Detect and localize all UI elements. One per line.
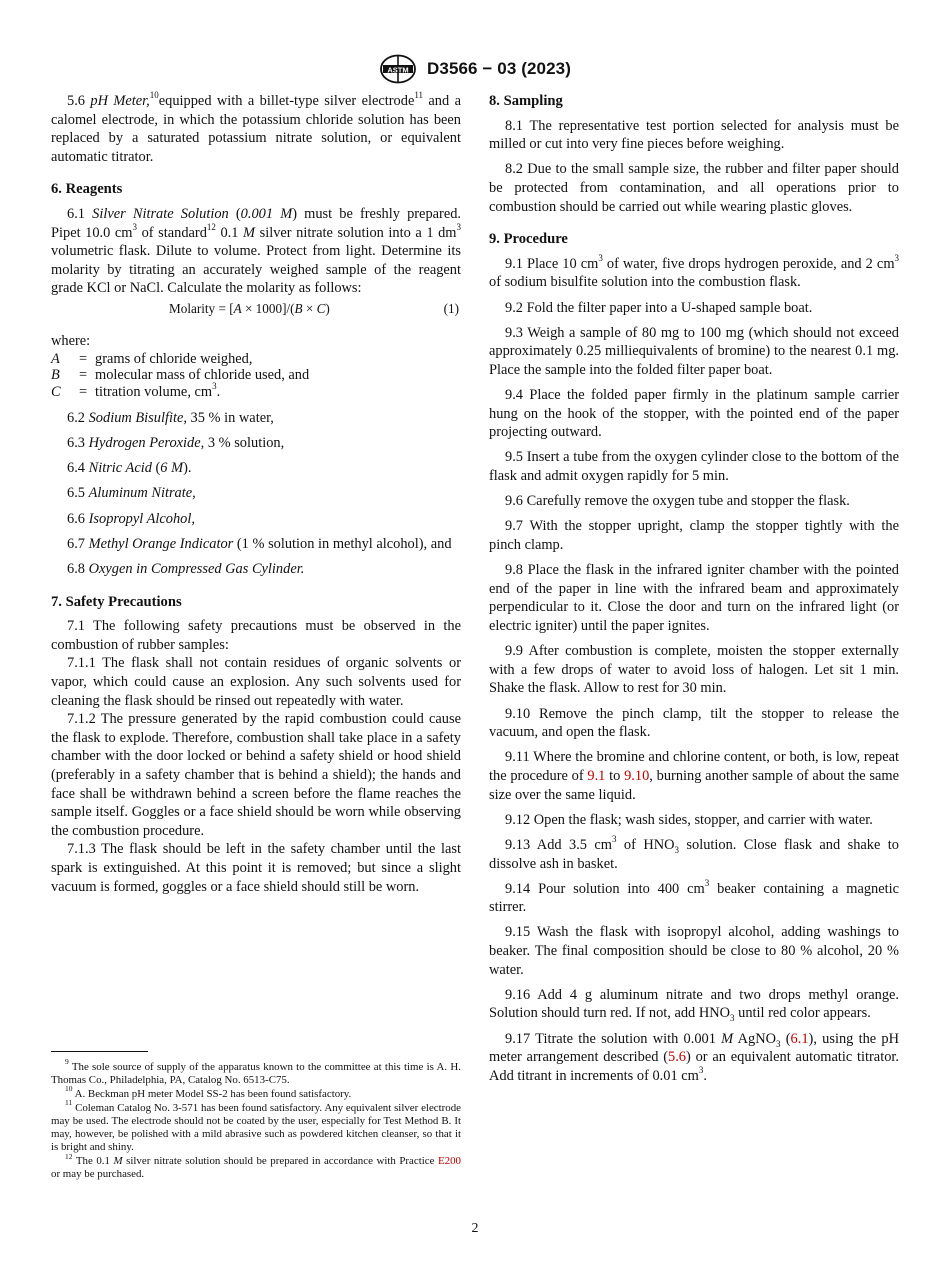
section-6-7: 6.7 Methyl Orange Indicator (1 % solution in methyl alcohol), and [67,535,452,552]
document-designation: D3566 − 03 (2023) [427,59,571,78]
list-item: A = grams of chloride weighed, [51,350,253,367]
svg-text:ASTM: ASTM [387,65,409,75]
footnote-9: $^9$ The sole source of supply of the apparatus known to the committee at this time is A. H. Thomas Co., Philadelphia, PA, Catalog No. 6513-C75. [51,1057,461,1087]
section-7-1-2: 7.1.2 The pressure generated by the rapid combustion could cause the flask to explode. Therefore, combustion shall take place in a safety chamber with the door locked or behind a safety shield or hood shield (preferably in a safety chamber that is behind a shield); the hands and face shall be withdrawn behind a screen before the flame reaches the sample itself. Goggles or a face shield should be worn while observing the combustion procedure. [51,711,461,839]
section-9-5: 9.5 Insert a tube from the oxygen cylinder close to the bottom of the flask and admit oxygen rapidly for 5 min. [489,449,899,485]
section-6-5: 6.5 Aluminum Nitrate, [67,485,196,502]
left-column [51,92,461,896]
heading-safety-precautions: 7. Safety Precautions [51,593,182,610]
heading-sampling: 8. Sampling [489,93,563,109]
heading-procedure: 9. Procedure [489,231,568,248]
section-9-10: 9.10 Remove the pinch clamp, tilt the stopper to release the vacuum, and open the flask. [489,705,899,741]
footnote-11: $^{11}$ Coleman Catalog No. 3-571 has been found satisfactory. Any equivalent silver electrode may be used. The electrode should not be coated by the user, especially for Test Method B. It may, however, be polished with a mild abrasive such as powdered kitchen cleanser, so that it is bright and shiny. [51,1098,461,1154]
section-9-2: 9.2 Fold the filter paper into a U-shaped sample boat. [505,299,813,316]
ref-9-1-link[interactable]: 9.1 [587,767,606,784]
section-9-13: 9.13 Add 3.5 $cm^3$ of $HNO_3$ solution. Close flask and shake to dissolve ash in basket. [489,834,899,872]
section-6-2: 6.2 Sodium Bisulfite, 35 % in water, [67,409,274,426]
section-7-1-3: 7.1.3 The flask should be left in the safety chamber until the last spark is extinguished. At this point it is removed; but since a slight vacuum is formed, goggles or a face shield should still be worn. [51,841,461,895]
section-9-16: 9.16 Add 4 g aluminum nitrate and two drops methyl orange. Solution should turn red. If not, add $HNO_3$ until red color appears. [489,986,899,1024]
section-6-4: 6.4 Nitric Acid (6 M). [67,460,192,477]
section-6-6: 6.6 Isopropyl Alcohol, [67,510,195,527]
section-9-6: 9.6 Carefully remove the oxygen tube and stopper the flask. [505,493,850,510]
section-6-1: 6.1 Silver Nitrate Solution (0.001 M) must be freshly prepared. Pipet 10.0 $cm^3$ of standard$^{12}$ 0.1 M silver nitrate solution into a 1 $dm^3$ volumetric flask. Dilute to volume. Protect from light. Determine its molarity by titrating an accurately weighed sample of the reagent grade KCl or NaCl. Calculate the molarity as follows: [51,205,462,297]
section-9-1: 9.1 Place 10 $cm^3$ of water, five drops hydrogen peroxide, and 2 $cm^3$ of sodium bisulfite solution into the combustion flask. [489,252,900,291]
section-9-4: 9.4 Place the folded paper firmly in the platinum sample carrier hung on the hook of the stopper, with the pointed end of the paper projecting outward. [489,387,899,441]
section-7-1: 7.1 The following safety precautions must be observed in the combustion of rubber samples: [51,618,461,653]
footnotes [51,1057,461,1182]
section-6-3: 6.3 Hydrogen Peroxide, 3 % solution, [67,435,285,452]
footnote-10: $^{10}$ A. Beckman pH meter Model SS-2 has been found satisfactory. [65,1084,352,1100]
section-7-1-1: 7.1.1 The flask shall not contain residues of organic solvents or vapor, which could cause an explosion. Any such solvents used for cleaning the flask should be rinsed out repeatedly with water. [51,655,461,709]
footnote-12: $^{12}$ The 0.1 M silver nitrate solution should be prepared in accordance with Practice E200 or may be purchased. [51,1151,461,1181]
molarity-equation: Molarity = [A × 1000]/(B × C) (1) [51,300,461,322]
section-6-8: 6.8 Oxygen in Compressed Gas Cylinder. [67,561,305,578]
section-9-14: 9.14 Pour solution into 400 $cm^3$ beaker containing a magnetic stirrer. [489,877,899,916]
right-column [489,92,899,1092]
equation-number: (1) [443,300,459,316]
page-header [0,54,950,84]
section-8-1: 8.1 The representative test portion selected for analysis must be milled or cut into very fine pieces before weighing. [489,117,899,153]
heading-reagents: 6. Reagents [51,181,123,198]
section-9-17: 9.17 Titrate the solution with 0.001 M AgNO$_3$ (6.1), using the pH meter arrangement described (5.6) or an equivalent automatic titrator. Add titrant in increments of 0.01 $cm^3$. [489,1030,900,1084]
section-9-8: 9.8 Place the flask in the infrared igniter chamber with the pointed end of the paper in line with the infrared beam and approximately perpendicular to it. Close the door and turn on the infrared light (or electric igniter) until the paper ignites. [489,562,899,634]
section-5-6: 5.6 pH Meter,$^{10}$equipped with a billet-type silver electrode$^{11}$ and a calomel electrode, in which the potassium chloride solution has been replaced by a saturated potassium nitrate solution, or equivalent automatic titrator. [51,90,461,165]
practice-e200-link[interactable]: E200 [438,1155,461,1168]
where-label: where: [51,332,91,349]
ref-6-1-link[interactable]: 6.1 [790,1030,809,1047]
section-9-15: 9.15 Wash the flask with isopropyl alcohol, adding washings to beaker. The final composition should be close to 80 % alcohol, 20 % water. [489,924,899,978]
page-number: 2 [471,1221,479,1236]
section-9-11: 9.11 Where the bromine and chlorine content, or both, is low, repeat the procedure of 9.1 to 9.10, burning another sample of about the same size over the same liquid. [489,749,900,803]
list-item: B = molecular mass of chloride used, and [51,367,310,384]
section-8-2: 8.2 Due to the small sample size, the rubber and filter paper should be protected from contamination, and all operations prior to combustion should be carried out while wearing plastic gloves. [489,161,899,215]
ref-5-6-link[interactable]: 5.6 [668,1049,686,1066]
section-9-3: 9.3 Weigh a sample of 80 mg to 100 mg (which should not exceed approximately 0.25 milliequivalents of bromine) to the nearest 0.1 mg. Place the sample into the folded filter paper boat. [489,324,899,378]
footnote-divider [51,1051,148,1052]
list-item: C = titration volume, $cm^3$. [51,381,221,401]
section-9-12: 9.12 Open the flask; wash sides, stopper, and carrier with water. [505,811,873,828]
section-9-9: 9.9 After combustion is complete, moisten the stopper externally with a few drops of water to avoid loss of halogen. Let sit 1 min. Shake the flask. Allow to rest for 30 min. [489,643,899,697]
variable-list [51,351,461,401]
ref-9-10-link[interactable]: 9.10 [624,767,650,784]
astm-logo-icon [379,54,417,84]
section-9-7: 9.7 With the stopper upright, clamp the stopper tightly with the pinch clamp. [489,518,899,554]
